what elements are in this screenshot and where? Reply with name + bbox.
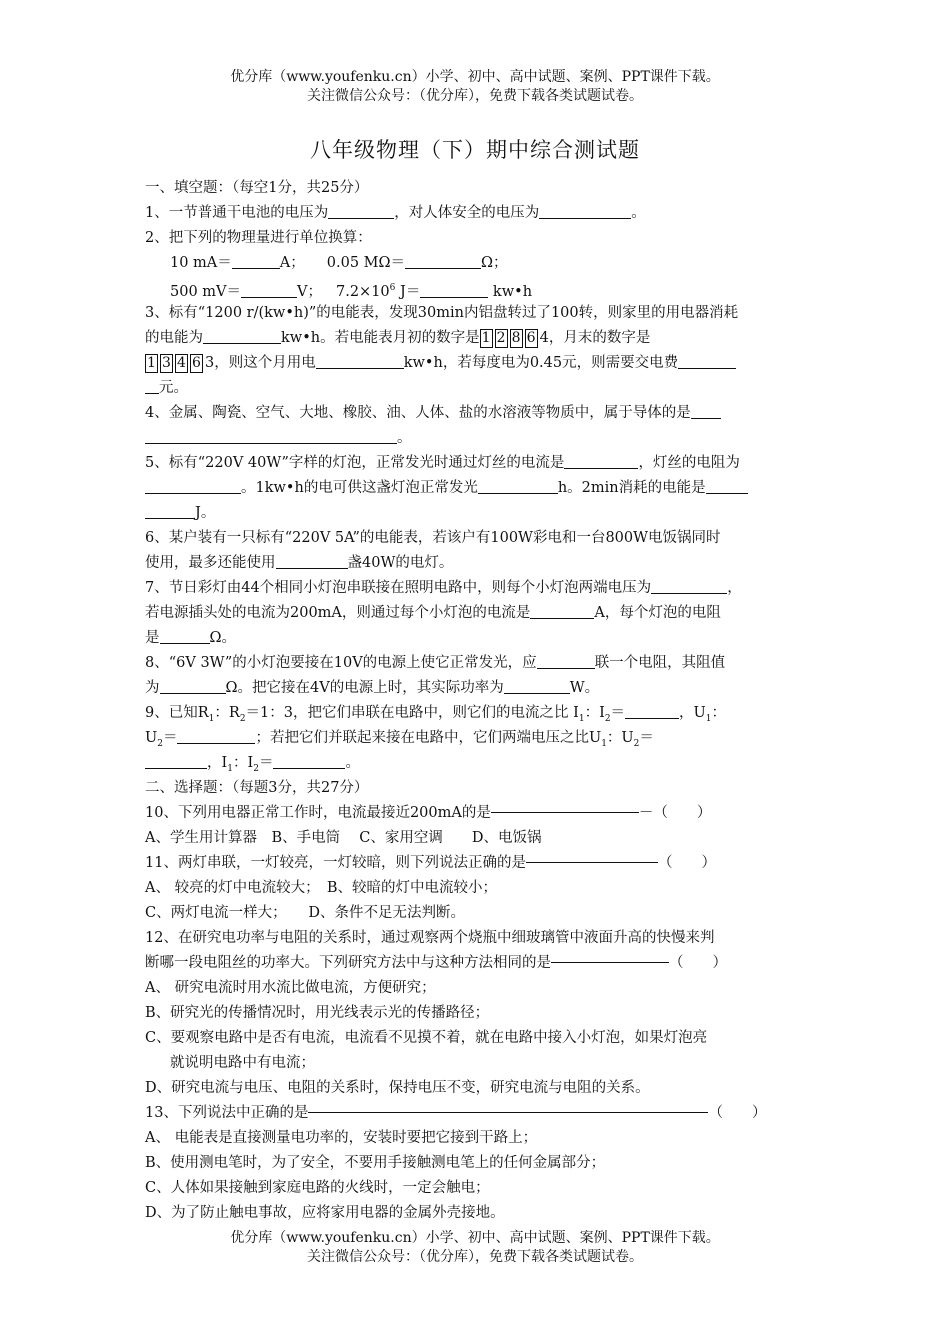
question-6: 6、某户装有一只标有“220V 5A”的电能表，若该户有100W彩电和一台800W电饭锅同时 <box>145 530 721 546</box>
header-line-1: 优分库（www.youfenku.cn）小学、初中、高中试题、案例、PPT课件下载。 <box>230 69 720 85</box>
question-6-line-2: 使用，最多还能使用 盏40W的电灯。 <box>145 551 807 576</box>
question-4: 4、金属、陶瓷、空气、大地、橡胶、油、人体、盐的水溶液等物质中，属于导体的是 <box>145 401 807 426</box>
question-3-line-2: 的电能为 kw•h。若电能表月初的数字是 1 2 8 6 4，月末的数字是 <box>145 326 807 351</box>
question-2-row-1: 10 mA＝ A； 0.05 MΩ＝ Ω； <box>145 251 807 276</box>
question-8: 8、“6V 3W”的小灯泡要接在10V的电源上使它正常发光，应 联一个电阻，其阻值 <box>145 651 807 676</box>
footer-line-1: 优分库（www.youfenku.cn）小学、初中、高中试题、案例、PPT课件下载。 <box>230 1230 720 1246</box>
question-13-option-d: D、为了防止触电事故，应将家用电器的金属外壳接地。 <box>145 1205 505 1221</box>
question-12-option-c: C、要观察电路中是否有电流，电流看不见摸不着，就在电路中接入小灯泡，如果灯泡亮 <box>145 1030 708 1046</box>
question-10-options: A、学生用计算器 B、手电筒 C、家用空调 D、电饭锅 <box>145 830 542 846</box>
question-11: 11、两灯串联，一灯较亮，一灯较暗，则下列说法正确的是 （ ） <box>145 855 716 871</box>
question-13: 13、下列说法中正确的是 （ ） <box>145 1105 767 1121</box>
footer-line-2: 关注微信公众号：（优分库），免费下载各类试题试卷。 <box>307 1249 643 1265</box>
question-13-option-a: A、 电能表是直接测量电功率的，安装时要把它接到干路上； <box>145 1130 538 1146</box>
question-5-line-3: J。 <box>145 501 807 526</box>
question-3: 3、标有“1200 r/(kw•h)”的电能表，发现30min内铝盘转过了100转，则家里的用电器消耗 <box>145 305 739 321</box>
question-12-line-2: 断哪一段电阻丝的功率大。下列研究方法中与这种方法相同的是 （ ） <box>145 955 727 971</box>
question-12: 12、在研究电功率与电阻的关系时，通过观察两个烧瓶中细玻璃管中液面升高的快慢来判 <box>145 930 715 946</box>
question-4-line-2: 。 <box>145 426 807 451</box>
question-12-option-c-cont: 就说明电路中有电流； <box>170 1055 315 1071</box>
question-3-line-4: 元。 <box>145 376 807 401</box>
question-11-option-cd: C、两灯电流一样大； D、条件不足无法判断。 <box>145 905 465 921</box>
question-11-option-ab: A、 较亮的灯中电流较大； B、较暗的灯中电流较小； <box>145 880 497 896</box>
question-8-line-2: 为 Ω。把它接在4V的电源上时，其实际功率为 W。 <box>145 676 807 701</box>
question-13-option-c: C、人体如果接触到家庭电路的火线时，一定会触电； <box>145 1180 490 1196</box>
question-9-line-3: ，$I_1$：$I_2=$ 。 <box>145 751 807 776</box>
question-2: 2、把下列的物理量进行单位换算： <box>145 230 372 246</box>
section-heading: 二、选择题：（每题3分，共27分） <box>145 780 369 796</box>
question-5-line-2: 。1kw•h的电可供这盏灯泡正常发光 h。2min消耗的电能是 <box>145 476 807 501</box>
question-7-line-2: 若电源插头处的电流为200mA，则通过每个小灯泡的电流是 A，每个灯泡的电阻 <box>145 601 807 626</box>
question-10: 10、下列用电器正常工作时，电流最接近200mA的是 －（ ） <box>145 805 712 821</box>
question-12-option-d: D、研究电流与电压、电阻的关系时，保持电压不变，研究电流与电阻的关系。 <box>145 1080 650 1096</box>
header-line-2: 关注微信公众号：（优分库），免费下载各类试题试卷。 <box>307 88 643 104</box>
section-heading: 一、填空题：（每空1分，共25分） <box>145 180 369 196</box>
question-2-row-2: 500 mV＝ V； $7.2\times 10^6$ J＝ kw•h <box>145 276 807 301</box>
question-7: 7、节日彩灯由44个相同小灯泡串联接在照明电路中，则每个小灯泡两端电压为 ， <box>145 576 807 601</box>
question-9: 9、已知$R_1$：$R_2=1$：3，把它们串联在电路中，则它们的电流之比 $I_1$：$I_2=$ ，$U_1$： <box>145 701 807 726</box>
question-13-option-b: B、使用测电笔时，为了安全，不要用手接触测电笔上的任何金属部分； <box>145 1155 606 1171</box>
question-12-option-a: A、 研究电流时用水流比做电流，方便研究； <box>145 980 436 996</box>
question-9-line-2: $U_2=$ ；若把它们并联起来接在电路中，它们两端电压之比$U_1$：$U_2=$ <box>145 726 807 751</box>
question-7-line-3: 是 Ω。 <box>145 626 807 651</box>
exam-body <box>145 176 807 1226</box>
question-12-option-b: B、研究光的传播情况时，用光线表示光的传播路径； <box>145 1005 490 1021</box>
question-3-line-3: 1 3 4 6 3，则这个月用电 kw•h，若每度电为0.45元，则需要交电费 <box>145 351 807 376</box>
answer-blank <box>328 201 394 219</box>
question-5: 5、标有“220V 40W”字样的灯泡，正常发光时通过灯丝的电流是 ，灯丝的电阻为 <box>145 451 807 476</box>
page-title: 八年级物理（下）期中综合测试题 <box>310 138 640 162</box>
answer-blank <box>539 201 631 219</box>
question-1: 1、一节普通干电池的电压为 ，对人体安全的电压为 。 <box>145 201 807 226</box>
